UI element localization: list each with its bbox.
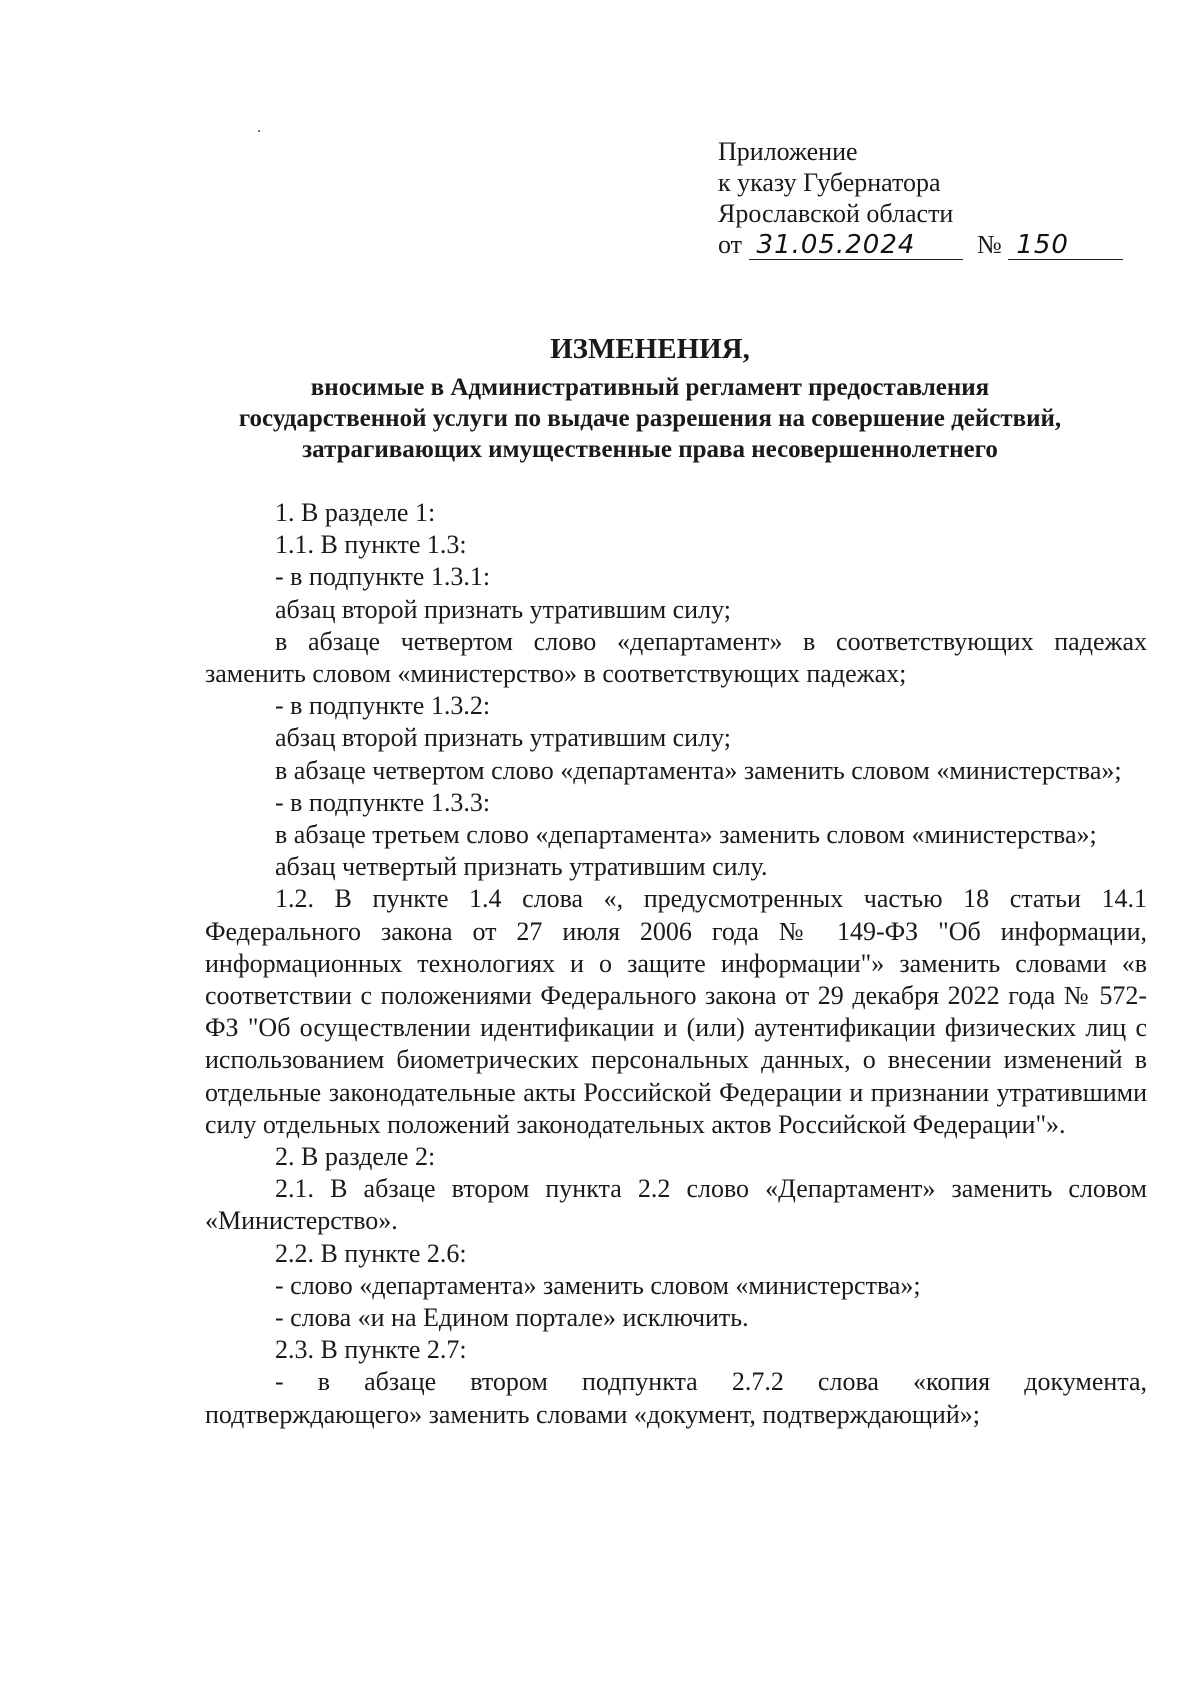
appendix-line-2: к указу Губернатора bbox=[718, 168, 941, 197]
title-sub-line-1: вносимые в Административный регламент предоставления bbox=[310, 374, 990, 401]
paragraph: 2.2. В пункте 2.6: bbox=[275, 1238, 467, 1268]
handwritten-number: 150 bbox=[1008, 231, 1123, 260]
title-sub-line-2: государственной услуги по выдаче разрешения на совершение действий, bbox=[238, 405, 1062, 432]
handwritten-date: 31.05.2024 bbox=[749, 231, 963, 260]
document-body bbox=[205, 497, 1147, 1431]
paragraph: 1.2. В пункте 1.4 слова «, предусмотренных частью 18 статьи 14.1 Федерального закона от 27 июля 2006 года № 149-ФЗ "Об информации, информационных технологиях и о защите информации"» заменить словами «в соответствии с положениями Федерального закона от 29 декабря 2022 года № 572-ФЗ "Об осуществлении идентификации и (или) аутентификации физических лиц с использованием биометрических персональных данных, о внесении изменений в отдельные законодательные акты Российской Федерации и признании утратившими силу отдельных положений законодательных актов Российской Федерации"». bbox=[205, 884, 1147, 1139]
paragraph: 2.1. В абзаце втором пункта 2.2 слово «Департамент» заменить словом «Министерство». bbox=[205, 1174, 1147, 1236]
paragraph: в абзаце четвертом слово «департамента» заменить словом «министерства»; bbox=[275, 755, 1122, 785]
paragraph: - в абзаце втором подпункта 2.7.2 слова «копия документа, подтверждающего» заменить словами «документ, подтверждающий»; bbox=[205, 1367, 1147, 1429]
title-main: ИЗМЕНЕНИЯ, bbox=[550, 333, 750, 365]
paragraph: 1. В разделе 1: bbox=[275, 498, 436, 527]
paragraph: 1.1. В пункте 1.3: bbox=[275, 530, 467, 560]
appendix-date-line bbox=[718, 229, 1123, 263]
paragraph: в абзаце четвертом слово «департамент» в соответствующих падежах заменить словом «министерство» в соответствующих падежах; bbox=[205, 626, 1147, 689]
appendix-header bbox=[718, 136, 1123, 263]
paragraph: - в подпункте 1.3.1: bbox=[275, 562, 491, 592]
title-sub-line-3: затрагивающих имущественные права несовершеннолетнего bbox=[302, 436, 998, 463]
paragraph: в абзаце третьем слово «департамента» заменить словом «министерства»; bbox=[275, 820, 1097, 850]
paragraph: абзац второй признать утратившим силу; bbox=[275, 723, 731, 753]
paragraph: - слова «и на Едином портале» исключить. bbox=[275, 1303, 749, 1333]
date-prefix: от bbox=[718, 230, 743, 259]
document-title bbox=[150, 332, 1150, 465]
paragraph: абзац второй признать утратившим силу; bbox=[275, 594, 731, 624]
paragraph: - в подпункте 1.3.2: bbox=[275, 691, 491, 721]
paragraph: 2. В разделе 2: bbox=[275, 1142, 436, 1172]
appendix-line-1: Приложение bbox=[718, 137, 858, 166]
number-sign: № bbox=[977, 230, 1002, 259]
paragraph: 2.3. В пункте 2.7: bbox=[275, 1335, 467, 1365]
appendix-line-3: Ярославской области bbox=[718, 199, 954, 228]
paragraph: - в подпункте 1.3.3: bbox=[275, 787, 491, 817]
paragraph: абзац четвертый признать утратившим силу. bbox=[275, 852, 768, 882]
scan-speck bbox=[258, 130, 260, 132]
paragraph: - слово «департамента» заменить словом «министерства»; bbox=[275, 1270, 921, 1300]
